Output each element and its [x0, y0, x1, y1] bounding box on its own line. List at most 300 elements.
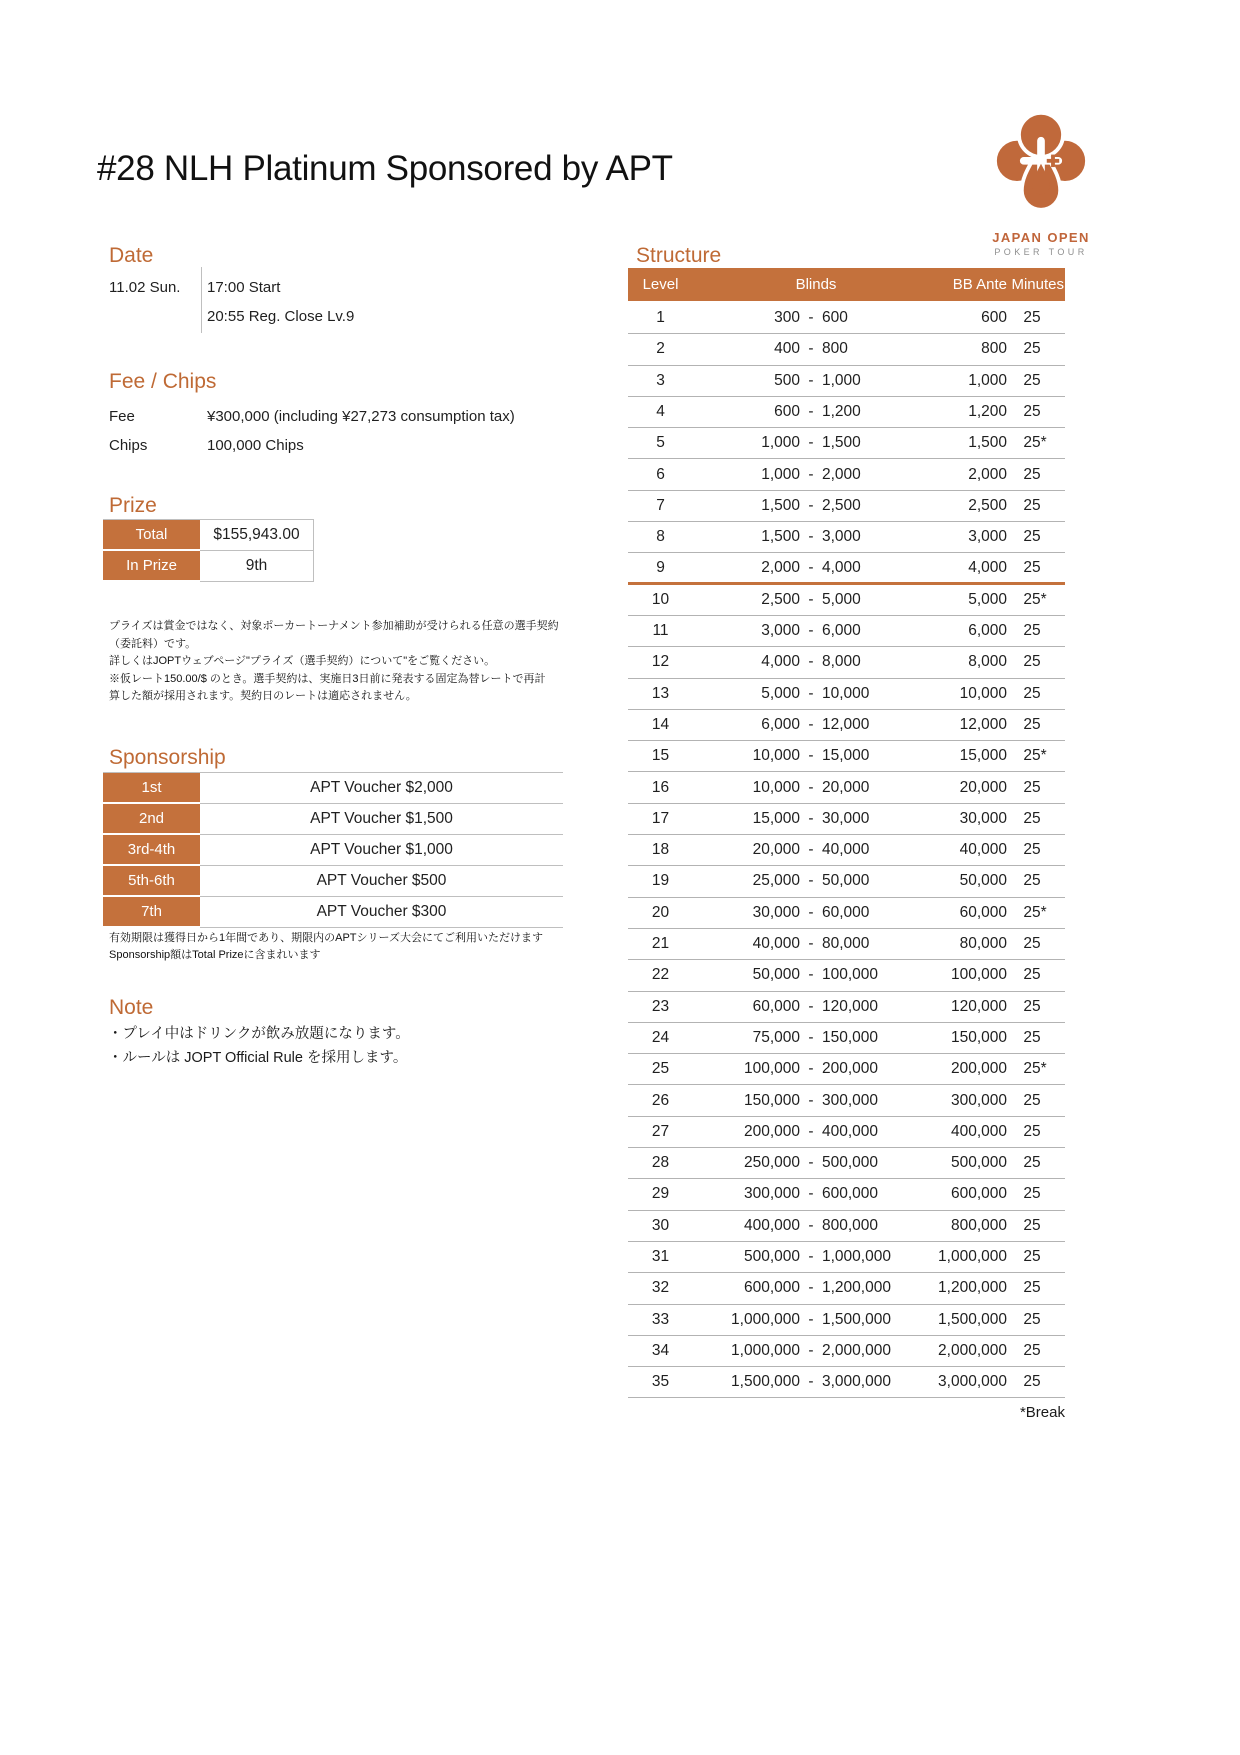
- structure-level-row: [628, 366, 1065, 397]
- blinds-cell: [693, 779, 913, 797]
- prize-row-label: Total: [103, 520, 200, 551]
- blinds-dash: -: [808, 1185, 814, 1203]
- prize-disclaimer-line: （委託料）です。: [109, 637, 197, 650]
- jopt-logo: [980, 110, 1102, 257]
- level-cell: 25: [651, 1060, 670, 1078]
- blinds-cell: [693, 340, 913, 358]
- big-blind-value: 30,000: [822, 809, 870, 827]
- minutes-cell: [1007, 591, 1065, 609]
- small-blind-value: 2,500: [761, 590, 800, 608]
- sponsorship-note-line: 有効期限は獲得日から1年間であり、期限内のAPTシリーズ大会にてご利用いただけます: [109, 932, 543, 944]
- blinds-cell: [693, 685, 913, 703]
- blinds-cell: [693, 747, 913, 765]
- minutes-value: 25: [1023, 1091, 1041, 1109]
- bb-ante-cell: 8,000: [968, 653, 1007, 671]
- big-blind-value: 600: [822, 309, 848, 327]
- structure-level-row: [628, 1148, 1065, 1179]
- bb-ante-cell: 150,000: [950, 1028, 1007, 1046]
- minutes-value: 25: [1023, 653, 1041, 671]
- sponsorship-row-place: 7th: [103, 897, 200, 928]
- structure-level-row: [628, 397, 1065, 428]
- bb-ante-cell: 15,000: [959, 747, 1007, 765]
- blinds-cell: [693, 1092, 913, 1110]
- big-blind-value: 1,500,000: [822, 1310, 891, 1328]
- big-blind-value: 8,000: [822, 653, 861, 671]
- level-cell: 20: [651, 903, 670, 921]
- blinds-dash: -: [808, 841, 814, 859]
- blinds-dash: -: [808, 309, 814, 327]
- prize-heading: Prize: [109, 494, 157, 517]
- blinds-dash: -: [808, 1028, 814, 1046]
- blinds-dash: -: [808, 935, 814, 953]
- level-cell: 24: [651, 1028, 670, 1046]
- small-blind-value: 50,000: [752, 966, 800, 984]
- big-blind-value: 4,000: [822, 558, 861, 576]
- bb-ante-cell: 5,000: [968, 590, 1007, 608]
- big-blind-value: 2,000: [822, 465, 861, 483]
- bb-ante-cell: 300,000: [950, 1091, 1007, 1109]
- fee-chips-heading: Fee / Chips: [109, 370, 217, 393]
- date-reg-close: 20:55 Reg. Close Lv.9: [207, 308, 355, 325]
- bb-ante-cell: 1,200,000: [938, 1279, 1007, 1297]
- minutes-cell: [1007, 1123, 1065, 1141]
- structure-level-row: [628, 679, 1065, 710]
- small-blind-value: 400,000: [743, 1216, 800, 1234]
- blinds-cell: [693, 1029, 913, 1047]
- level-cell: 19: [651, 872, 670, 890]
- blinds-dash: -: [808, 1154, 814, 1172]
- big-blind-value: 300,000: [822, 1091, 879, 1109]
- sponsorship-row: [103, 835, 563, 866]
- structure-level-row: [628, 1054, 1065, 1085]
- small-blind-value: 10,000: [752, 778, 800, 796]
- level-cell: 32: [651, 1279, 670, 1297]
- blinds-dash: -: [808, 558, 814, 576]
- structure-table: [628, 268, 1065, 1398]
- sponsorship-row: [103, 866, 563, 897]
- small-blind-value: 15,000: [752, 809, 800, 827]
- blinds-cell: [693, 716, 913, 734]
- structure-level-row: [628, 616, 1065, 647]
- small-blind-value: 600,000: [743, 1279, 800, 1297]
- blinds-cell: [693, 466, 913, 484]
- big-blind-value: 600,000: [822, 1185, 879, 1203]
- minutes-value: 25: [1023, 903, 1041, 921]
- note-items: [108, 1022, 410, 1070]
- date-heading: Date: [109, 244, 154, 267]
- structure-level-row: [628, 1211, 1065, 1242]
- big-blind-value: 100,000: [822, 966, 879, 984]
- blinds-cell: [693, 528, 913, 546]
- blinds-dash: -: [808, 747, 814, 765]
- blinds-cell: [693, 872, 913, 890]
- minutes-value: 25: [1023, 558, 1041, 576]
- blinds-cell: [693, 966, 913, 984]
- structure-level-row: [628, 804, 1065, 835]
- bb-ante-cell: 80,000: [959, 935, 1007, 953]
- level-cell: 18: [651, 841, 670, 859]
- big-blind-value: 12,000: [822, 716, 870, 733]
- big-blind-value: 80,000: [822, 935, 870, 953]
- logo-text-japan-open: JAPAN OPEN: [992, 230, 1090, 245]
- sponsorship-row-voucher: APT Voucher $2,000: [200, 773, 563, 804]
- structure-level-row: [628, 866, 1065, 897]
- blinds-dash: -: [808, 590, 814, 608]
- minutes-value: 25: [1023, 684, 1041, 702]
- small-blind-value: 100,000: [743, 1060, 800, 1078]
- blinds-cell: [693, 1185, 913, 1203]
- minutes-value: 25: [1023, 403, 1041, 421]
- minutes-cell: [1007, 747, 1065, 765]
- sponsorship-row-place: 5th-6th: [103, 866, 200, 897]
- bb-ante-cell: 4,000: [968, 558, 1007, 576]
- minutes-cell: [1007, 528, 1065, 546]
- small-blind-value: 60,000: [752, 997, 800, 1015]
- level-cell: 12: [651, 653, 670, 671]
- blinds-dash: -: [808, 622, 814, 640]
- blinds-dash: -: [808, 1060, 814, 1078]
- blinds-cell: [693, 403, 913, 421]
- structure-level-row: [628, 1023, 1065, 1054]
- prize-row: [103, 520, 314, 551]
- small-blind-value: 150,000: [743, 1091, 800, 1109]
- small-blind-value: 1,500: [761, 528, 800, 546]
- structure-level-row: [628, 710, 1065, 741]
- level-cell: 15: [651, 747, 670, 765]
- blinds-cell: [693, 904, 913, 922]
- fee-chips-row-label: Fee: [109, 408, 135, 425]
- small-blind-value: 20,000: [752, 841, 800, 859]
- sponsorship-row-voucher: APT Voucher $1,500: [200, 804, 563, 835]
- blinds-dash: -: [808, 496, 814, 514]
- big-blind-value: 1,200: [822, 403, 861, 421]
- blinds-dash: -: [808, 465, 814, 483]
- bb-ante-cell: 800: [981, 340, 1007, 358]
- blinds-cell: [693, 935, 913, 953]
- small-blind-value: 200,000: [743, 1122, 800, 1140]
- prize-disclaimer: [109, 618, 559, 706]
- bb-ante-cell: 2,500: [968, 496, 1007, 514]
- structure-level-row: [628, 334, 1065, 365]
- level-cell: 10: [651, 590, 670, 608]
- minutes-value: 25: [1023, 1028, 1041, 1046]
- small-blind-value: 6,000: [761, 716, 800, 733]
- blinds-dash: -: [808, 1341, 814, 1359]
- prize-row-value: 9th: [200, 551, 314, 582]
- structure-level-row: [628, 929, 1065, 960]
- sponsorship-row-voucher: APT Voucher $300: [200, 897, 563, 928]
- small-blind-value: 4,000: [761, 653, 800, 671]
- sponsorship-table: [103, 772, 563, 928]
- blinds-dash: -: [808, 371, 814, 389]
- minutes-cell: [1007, 372, 1065, 390]
- structure-level-row: [628, 835, 1065, 866]
- big-blind-value: 2,000,000: [822, 1341, 891, 1359]
- minutes-value: 25: [1023, 809, 1041, 827]
- sponsorship-row: [103, 804, 563, 835]
- big-blind-value: 800: [822, 340, 848, 358]
- level-cell: 16: [651, 778, 670, 796]
- sponsorship-row-voucher: APT Voucher $1,000: [200, 835, 563, 866]
- minutes-cell: [1007, 1185, 1065, 1203]
- small-blind-value: 30,000: [752, 903, 800, 921]
- small-blind-value: 3,000: [761, 622, 800, 640]
- bb-ante-cell: 50,000: [959, 872, 1007, 890]
- blinds-cell: [693, 1342, 913, 1360]
- minutes-cell: [1007, 1311, 1065, 1329]
- level-cell: 23: [651, 997, 670, 1015]
- blinds-cell: [693, 434, 913, 452]
- bb-ante-cell: 200,000: [950, 1060, 1007, 1078]
- structure-level-row: [628, 553, 1065, 584]
- column-header-minutes: Minutes: [1011, 276, 1064, 293]
- note-item: ・ルールは JOPT Official Rule を採用します。: [108, 1050, 408, 1066]
- minutes-value: 25: [1023, 371, 1041, 389]
- blinds-dash: -: [808, 528, 814, 546]
- blinds-cell: [693, 810, 913, 828]
- minutes-value: 25: [1023, 872, 1041, 890]
- minutes-value: 25: [1023, 747, 1041, 765]
- level-cell: 35: [651, 1373, 670, 1391]
- blinds-dash: -: [808, 997, 814, 1015]
- level-cell: 26: [651, 1091, 670, 1109]
- level-cell: 5: [656, 434, 665, 452]
- level-cell: 1: [656, 309, 665, 327]
- bb-ante-cell: 1,200: [968, 403, 1007, 421]
- structure-level-row: [628, 1367, 1065, 1398]
- small-blind-value: 300,000: [743, 1185, 800, 1203]
- level-cell: 3: [656, 371, 665, 389]
- blinds-cell: [693, 1217, 913, 1235]
- structure-level-row: [628, 772, 1065, 803]
- bb-ante-cell: 1,000,000: [938, 1248, 1007, 1266]
- blinds-cell: [693, 653, 913, 671]
- minutes-cell: [1007, 466, 1065, 484]
- bb-ante-cell: 600,000: [950, 1185, 1007, 1203]
- bb-ante-cell: 3,000,000: [938, 1373, 1007, 1391]
- blinds-cell: [693, 309, 913, 327]
- minutes-value: 25: [1023, 528, 1041, 546]
- small-blind-value: 1,500: [761, 496, 800, 514]
- structure-table-body: [628, 303, 1065, 1398]
- break-note: *Break: [1019, 1404, 1065, 1421]
- blinds-cell: [693, 1060, 913, 1078]
- level-cell: 4: [656, 403, 665, 421]
- minutes-value: 25: [1023, 309, 1041, 327]
- fee-chips-row-value: 100,000 Chips: [207, 437, 304, 454]
- jopt-clover-icon: [993, 110, 1089, 227]
- bb-ante-cell: 2,000: [968, 465, 1007, 483]
- big-blind-value: 500,000: [822, 1154, 879, 1172]
- blinds-cell: [693, 1373, 913, 1391]
- blinds-cell: [693, 497, 913, 515]
- structure-level-row: [628, 992, 1065, 1023]
- bb-ante-cell: 20,000: [959, 778, 1007, 796]
- blinds-dash: -: [808, 1216, 814, 1234]
- blinds-cell: [693, 1154, 913, 1172]
- level-cell: 29: [651, 1185, 670, 1203]
- level-cell: 34: [651, 1341, 670, 1359]
- date-divider: [201, 267, 202, 333]
- minutes-cell: [1007, 434, 1065, 452]
- blinds-cell: [693, 1279, 913, 1297]
- big-blind-value: 20,000: [822, 778, 870, 796]
- minutes-value: 25: [1023, 622, 1041, 640]
- bb-ante-cell: 1,500,000: [938, 1310, 1007, 1328]
- blinds-cell: [693, 1248, 913, 1266]
- structure-level-row: [628, 960, 1065, 991]
- level-cell: 9: [656, 558, 665, 576]
- prize-table: [103, 519, 314, 582]
- minutes-cell: [1007, 309, 1065, 327]
- small-blind-value: 600: [774, 403, 800, 421]
- minutes-cell: [1007, 904, 1065, 922]
- level-cell: 8: [656, 528, 665, 546]
- break-asterisk: *: [1040, 590, 1047, 608]
- bb-ante-cell: 2,000,000: [938, 1341, 1007, 1359]
- level-cell: 7: [656, 496, 665, 514]
- blinds-cell: [693, 1311, 913, 1329]
- sponsorship-notes: [109, 930, 543, 964]
- minutes-value: 25: [1023, 966, 1041, 984]
- big-blind-value: 200,000: [822, 1060, 879, 1078]
- level-cell: 30: [651, 1216, 670, 1234]
- bb-ante-cell: 800,000: [950, 1216, 1007, 1234]
- big-blind-value: 40,000: [822, 841, 870, 859]
- level-cell: 13: [651, 684, 670, 702]
- blinds-dash: -: [808, 403, 814, 421]
- minutes-value: 25: [1023, 590, 1041, 608]
- sponsorship-note-line: Sponsorship額はTotal Prizeに含まれいます: [109, 949, 321, 961]
- blinds-cell: [693, 372, 913, 390]
- prize-row: [103, 551, 314, 582]
- big-blind-value: 400,000: [822, 1122, 879, 1140]
- level-cell: 11: [652, 622, 669, 640]
- big-blind-value: 2,500: [822, 496, 861, 514]
- big-blind-value: 800,000: [822, 1216, 879, 1234]
- fee-chips-row: [109, 402, 569, 431]
- minutes-value: 25: [1023, 434, 1041, 452]
- big-blind-value: 120,000: [822, 997, 879, 1015]
- level-cell: 28: [651, 1154, 670, 1172]
- blinds-dash: -: [808, 872, 814, 890]
- structure-level-row: [628, 647, 1065, 678]
- sponsorship-row-place: 3rd-4th: [103, 835, 200, 866]
- blinds-dash: -: [808, 778, 814, 796]
- minutes-value: 25: [1023, 340, 1041, 358]
- bb-ante-cell: 40,000: [959, 841, 1007, 859]
- blinds-dash: -: [808, 809, 814, 827]
- prize-disclaimer-line: 詳しくはJOPTウェブページ"プライズ（選手契約）について"をご覧ください。: [109, 655, 496, 667]
- big-blind-value: 60,000: [822, 903, 870, 921]
- blinds-dash: -: [808, 434, 814, 452]
- prize-disclaimer-line: 算した額が採用されます。契約日のレートは適応されません。: [109, 690, 417, 702]
- small-blind-value: 300: [774, 309, 800, 327]
- prize-row-label: In Prize: [103, 551, 200, 582]
- structure-level-row: [628, 1179, 1065, 1210]
- minutes-cell: [1007, 403, 1065, 421]
- break-asterisk: *: [1040, 903, 1047, 921]
- minutes-cell: [1007, 1373, 1065, 1391]
- minutes-cell: [1007, 1248, 1065, 1266]
- minutes-cell: [1007, 1060, 1065, 1078]
- minutes-cell: [1007, 1342, 1065, 1360]
- fee-chips-row-value: ¥300,000 (including ¥27,273 consumption tax): [207, 408, 515, 425]
- bb-ante-cell: 10,000: [959, 684, 1007, 702]
- blinds-dash: -: [808, 684, 814, 702]
- structure-table-header: [628, 268, 1065, 301]
- structure-level-row: [628, 741, 1065, 772]
- note-item: ・プレイ中はドリンクが飲み放題になります。: [108, 1026, 410, 1042]
- small-blind-value: 400: [774, 340, 800, 358]
- level-cell: 22: [651, 966, 670, 984]
- structure-level-row: [628, 585, 1065, 616]
- minutes-value: 25: [1023, 1216, 1041, 1234]
- big-blind-value: 5,000: [822, 590, 861, 608]
- break-asterisk: *: [1040, 1060, 1047, 1078]
- big-blind-value: 3,000,000: [822, 1373, 891, 1391]
- minutes-value: 25: [1023, 1248, 1041, 1266]
- blinds-cell: [693, 559, 913, 577]
- fee-chips-row: [109, 431, 569, 460]
- break-asterisk: *: [1040, 434, 1047, 452]
- blinds-dash: -: [808, 1091, 814, 1109]
- minutes-value: 25: [1023, 778, 1041, 796]
- column-header-bb-ante: BB Ante: [952, 276, 1007, 293]
- minutes-value: 25: [1023, 997, 1041, 1015]
- minutes-value: 25: [1023, 1373, 1041, 1391]
- level-cell: 17: [651, 809, 670, 827]
- blinds-cell: [693, 841, 913, 859]
- level-cell: 21: [651, 935, 670, 953]
- sponsorship-heading: Sponsorship: [109, 746, 226, 769]
- big-blind-value: 50,000: [822, 872, 870, 890]
- minutes-value: 25: [1023, 1185, 1041, 1203]
- structure-level-row: [628, 1117, 1065, 1148]
- minutes-cell: [1007, 622, 1065, 640]
- small-blind-value: 5,000: [761, 684, 800, 702]
- bb-ante-cell: 100,000: [950, 966, 1007, 984]
- bb-ante-cell: 6,000: [968, 622, 1007, 640]
- structure-level-row: [628, 1242, 1065, 1273]
- blinds-dash: -: [808, 653, 814, 671]
- bb-ante-cell: 600: [981, 309, 1007, 327]
- level-cell: 27: [651, 1122, 670, 1140]
- bb-ante-cell: 12,000: [959, 716, 1007, 733]
- small-blind-value: 500,000: [743, 1248, 800, 1266]
- prize-disclaimer-line: プライズは賞金ではなく、対象ポーカートーナメント参加補助が受けられる任意の選手契約: [109, 620, 559, 632]
- big-blind-value: 6,000: [822, 622, 861, 640]
- structure-level-row: [628, 1336, 1065, 1367]
- small-blind-value: 75,000: [752, 1028, 800, 1046]
- minutes-cell: [1007, 685, 1065, 703]
- big-blind-value: 1,000: [822, 371, 861, 389]
- structure-level-row: [628, 428, 1065, 459]
- blinds-dash: -: [808, 1248, 814, 1266]
- sponsorship-row: [103, 773, 563, 804]
- small-blind-value: 1,000: [761, 434, 800, 452]
- structure-level-row: [628, 1085, 1065, 1116]
- blinds-dash: -: [808, 1279, 814, 1297]
- blinds-dash: -: [808, 716, 814, 733]
- break-asterisk: *: [1040, 747, 1047, 765]
- prize-disclaimer-line: ※仮レート150.00/$ のとき。選手契約は、実施日3日前に発表する固定為替レートで再計: [109, 672, 546, 685]
- fee-chips-rows: [109, 402, 569, 460]
- minutes-value: 25: [1023, 1060, 1041, 1078]
- level-cell: 2: [656, 340, 665, 358]
- minutes-cell: [1007, 1279, 1065, 1297]
- big-blind-value: 1,000,000: [822, 1248, 891, 1266]
